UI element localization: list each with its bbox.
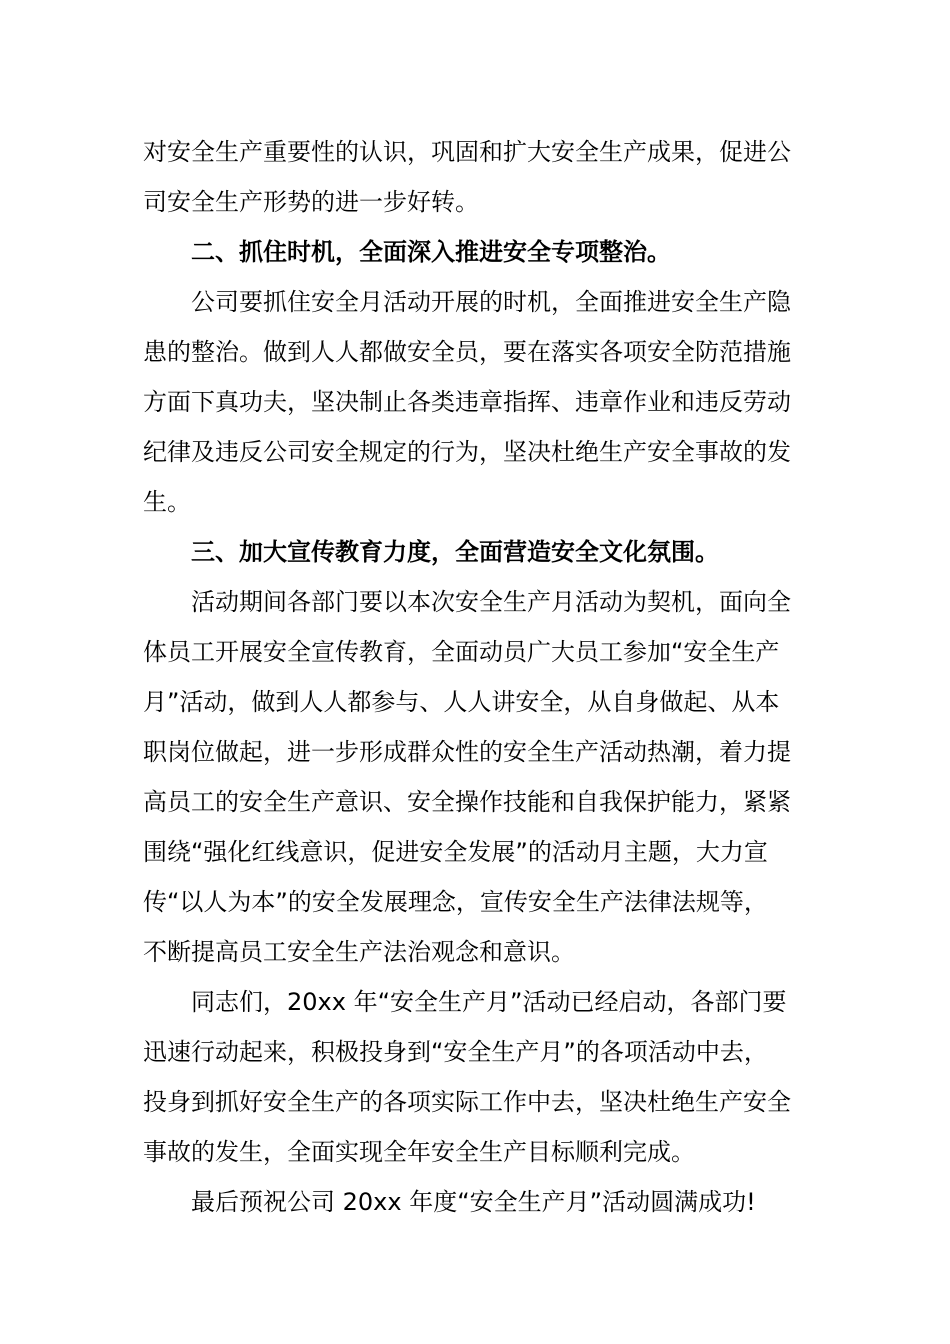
paragraph <box>143 577 793 977</box>
heading-line: 三、加大宣传教育力度，全面营造安全文化氛围。 <box>191 538 719 566</box>
paragraph <box>143 127 793 227</box>
paragraph <box>143 277 793 527</box>
text-line: 活动期间各部门要以本次安全生产月活动为契机，面向全 <box>191 588 791 616</box>
text-line: 生。 <box>143 488 191 516</box>
text-line: 月”活动，做到人人都参与、人人讲安全，从自身做起、从本 <box>143 688 780 716</box>
paragraph <box>143 1177 793 1227</box>
section-heading <box>143 527 793 577</box>
text-line: 传“以人为本”的安全发展理念，宣传安全生产法律法规等， <box>143 888 768 916</box>
text-line: 纪律及违反公司安全规定的行为，坚决杜绝生产安全事故的发 <box>143 438 791 466</box>
section-heading <box>143 227 793 277</box>
heading-line: 二、抓住时机，全面深入推进安全专项整治。 <box>191 238 671 266</box>
paragraph <box>143 977 793 1177</box>
text-line: 不断提高员工安全生产法治观念和意识。 <box>143 938 575 966</box>
text-line: 司安全生产形势的进一步好转。 <box>143 188 479 216</box>
text-line: 体员工开展安全宣传教育，全面动员广大员工参加“安全生产 <box>143 638 780 666</box>
text-line: 公司要抓住安全月活动开展的时机，全面推进安全生产隐 <box>191 288 791 316</box>
text-line: 事故的发生，全面实现全年安全生产目标顺利完成。 <box>143 1138 695 1166</box>
text-line: 对安全生产重要性的认识，巩固和扩大安全生产成果，促进公 <box>143 138 791 166</box>
text-line: 患的整治。做到人人都做安全员，要在落实各项安全防范措施 <box>143 338 791 366</box>
text-line: 高员工的安全生产意识、安全操作技能和自我保护能力，紧紧 <box>143 788 791 816</box>
text-line: 同志们，20xx 年“安全生产月”活动已经启动，各部门要 <box>191 988 787 1016</box>
document-body <box>143 127 793 1227</box>
text-line: 最后预祝公司 20xx 年度“安全生产月”活动圆满成功! <box>191 1188 756 1216</box>
text-line: 方面下真功夫，坚决制止各类违章指挥、违章作业和违反劳动 <box>143 388 791 416</box>
text-line: 职岗位做起，进一步形成群众性的安全生产活动热潮，着力提 <box>143 738 791 766</box>
text-line: 迅速行动起来，积极投身到“安全生产月”的各项活动中去， <box>143 1038 768 1066</box>
text-line: 围绕“强化红线意识，促进安全发展”的活动月主题，大力宣 <box>143 838 768 866</box>
text-line: 投身到抓好安全生产的各项实际工作中去，坚决杜绝生产安全 <box>143 1088 791 1116</box>
